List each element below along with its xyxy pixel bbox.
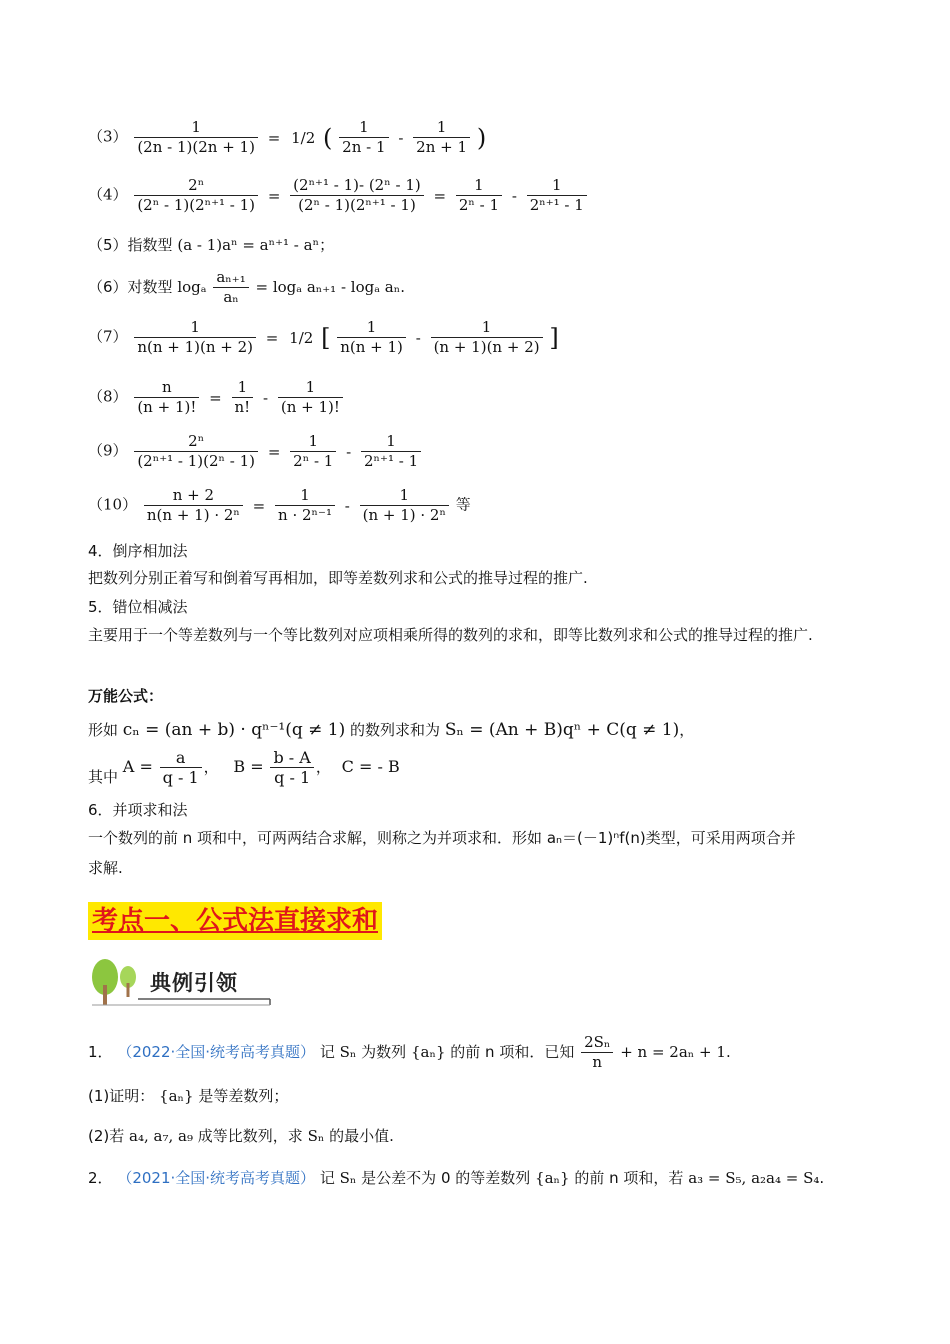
fraction: $\frac{1}{\text{(n + 1) · 2ⁿ}}$: [360, 486, 449, 525]
comma: ，: [203, 758, 219, 776]
math-seq: {aₙ}: [535, 1169, 570, 1187]
item-label: （6）: [88, 278, 128, 296]
text: 形如: [88, 721, 119, 739]
text: 成等比数列，求: [197, 1127, 303, 1145]
formula-item-7: （7） $\frac{1}{n(n + 1)(n + 2)}$ = 1/2 [ $\frac{1}{n(n + 1)}$ - $\frac{1}{(n + 1)(n + 2)}$ ]: [88, 318, 559, 356]
fraction: $\frac{n + 2}{\text{n(n + 1) · 2ⁿ}}$: [144, 486, 243, 525]
fraction: $\frac{1}{n!}$: [232, 378, 254, 417]
fraction: $\frac{1}{\text{2ⁿ - 1}}$: [290, 432, 336, 471]
fraction: $\frac{1}{2n + 1}$: [413, 118, 470, 157]
math-s: Sₙ: [307, 1127, 325, 1145]
problem-number: 2．: [88, 1169, 113, 1187]
problem-2: [88, 1168, 824, 1188]
item-label: （9）: [88, 441, 128, 460]
punctuation: .: [819, 1169, 825, 1187]
item-label: （3）: [88, 127, 128, 146]
fraction: $\frac{\text{(2ⁿ⁺¹ - 1)- (2ⁿ - 1)}}{\text{(2ⁿ - 1)(2ⁿ⁺¹ - 1)}}$: [290, 176, 424, 215]
item-label: （7）: [88, 327, 128, 346]
problem-number: 1．: [88, 1043, 113, 1061]
universal-formula-title: 万能公式：: [88, 687, 164, 705]
formula-s: Sₙ = (An + B)qⁿ + C(q ≠ 1): [444, 720, 680, 740]
fraction: $\frac{1}{n(n + 1)(n + 2)}$: [134, 318, 256, 357]
problem-1-part-2: [88, 1126, 394, 1146]
text: 是等差数列；: [198, 1087, 289, 1105]
formula-item-10: （10） $\frac{n + 2}{\text{n(n + 1) · 2ⁿ}}$ = $\frac{1}{\text{n · 2ⁿ⁻¹}}$ - $\frac{1}{\text{(n + 1) · 2ⁿ}}$ 等: [88, 486, 471, 524]
fraction: $\frac{1}{\text{2ⁿ⁺¹ - 1}}$: [361, 432, 421, 471]
universal-where-line: [88, 748, 400, 787]
problem-1: [88, 1033, 731, 1072]
item-end-text: 等: [455, 495, 471, 514]
math-seq: {aₙ}: [410, 1043, 446, 1061]
comma: ，: [315, 758, 331, 776]
text: 记: [319, 1169, 335, 1187]
punctuation: ；: [319, 236, 335, 254]
item-label: （5）: [88, 236, 128, 254]
math-equation: + n = 2aₙ + 1: [620, 1043, 726, 1061]
text: 的前 n 项和，若: [574, 1169, 684, 1187]
section-4-body: 把数列分别正着写和倒着写再相加，即等差数列求和公式的推导过程的推广.: [88, 569, 588, 587]
section-6-title: 6．并项求和法: [88, 801, 188, 819]
item-text: 指数型: [127, 236, 173, 254]
part-label: (2)若: [88, 1127, 125, 1145]
formula-c-value: C = - B: [341, 757, 400, 776]
section-4-title: 4．倒序相加法: [88, 542, 188, 560]
formula-item-5: [88, 235, 334, 255]
punctuation: .: [400, 278, 405, 296]
problem-source: （2022·全国·统考高考真题）: [117, 1043, 316, 1061]
example-header: [88, 955, 273, 1007]
fraction: $\frac{1}{(n + 1)!}$: [278, 378, 343, 417]
section-6-body-line1: 一个数列的前 n 项和中，可两两结合求解，则称之为并项求和．形如 aₙ＝(－1)ⁿf(n)类型，可采用两项合并: [88, 829, 796, 847]
text: 其中: [88, 768, 119, 786]
text: 的前 n 项和．已知: [450, 1043, 575, 1061]
fraction-a: $\frac{a}{q - 1}$: [160, 748, 202, 787]
fraction: $\frac{\text{2ⁿ}}{\text{(2ⁿ - 1)(2ⁿ⁺¹ - 1)}}$: [134, 176, 258, 215]
text: 的最小值.: [329, 1127, 394, 1145]
formula-item-4: （4） $\frac{\text{2ⁿ}}{\text{(2ⁿ - 1)(2ⁿ⁺¹ - 1)}}$ = $\frac{\text{(2ⁿ⁺¹ - 1)- (2ⁿ - 1)}}{\text{(2ⁿ - 1)(2ⁿ⁺¹ - 1)}}$ = $\frac{1}{\text{2ⁿ - 1}}$ - $\frac{1}{\text{2ⁿ⁺¹ - 1}}$: [88, 176, 589, 215]
fraction: $\frac{1}{2n - 1}$: [339, 118, 388, 157]
item-label: （4）: [88, 185, 128, 204]
text: 为数列: [361, 1043, 407, 1061]
problem-source: （2021·全国·统考高考真题）: [117, 1169, 316, 1187]
equals: =: [267, 128, 281, 147]
math-terms: a₄, a₇, a₉: [129, 1127, 193, 1145]
fraction: $\frac{1}{n(n + 1)}$: [337, 318, 406, 357]
section-6-body-line2: 求解.: [88, 859, 123, 877]
coefficient: 1/2: [289, 328, 314, 347]
text: 的数列求和为: [350, 721, 441, 739]
fraction: $\frac{\text{aₙ₊₁}}{\text{aₙ}}$: [213, 268, 248, 307]
fraction: $\frac{n}{(n + 1)!}$: [134, 378, 199, 417]
coefficient: 1/2: [291, 128, 316, 147]
math-s: Sₙ: [339, 1169, 357, 1187]
fraction: $\frac{\text{2Sₙ}}{n}$: [581, 1033, 613, 1072]
formula-c: cₙ = (an + b) · qⁿ⁻¹(q ≠ 1): [122, 720, 346, 740]
item-label: （8）: [88, 387, 128, 406]
fraction: $\frac{1}{\text{2ⁿ - 1}}$: [456, 176, 502, 215]
section-5-body: 主要用于一个等差数列与一个等比数列对应项相乘所得的数列的求和，即等比数列求和公式的推导过程的推广.: [88, 626, 813, 644]
topic-banner: 考点一、公式法直接求和: [88, 902, 382, 940]
example-header-title: 典例引领: [150, 971, 238, 995]
item-label: （10）: [88, 495, 138, 514]
minus: -: [398, 128, 404, 147]
text: 是公差不为 0 的等差数列: [361, 1169, 531, 1187]
part-label: (1)证明：: [88, 1087, 155, 1105]
formula-item-3: （3） $\frac{1}{(2n - 1)(2n + 1)}$ = 1/2 ( $\frac{1}{2n - 1}$ - $\frac{1}{2n + 1}$ ): [88, 118, 487, 156]
universal-formula-line: [88, 720, 694, 740]
fraction: $\frac{\text{2ⁿ}}{\text{(2ⁿ⁺¹ - 1)(2ⁿ - 1)}}$: [134, 432, 258, 471]
fraction: $\frac{1}{(2n - 1)(2n + 1)}$: [134, 118, 258, 157]
fraction: $\frac{1}{\text{n · 2ⁿ⁻¹}}$: [275, 486, 335, 525]
log-base: logₐ: [177, 278, 207, 296]
section-5-title: 5．错位相减法: [88, 598, 188, 616]
math-seq: {aₙ}: [159, 1087, 194, 1105]
fraction-b: $\frac{b - A}{q - 1}$: [270, 748, 313, 787]
formula-b-lhs: B =: [233, 757, 264, 776]
formula-item-8: （8） $\frac{n}{(n + 1)!}$ = $\frac{1}{n!}$ - $\frac{1}{(n + 1)!}$: [88, 378, 345, 417]
math-condition: a₃ = S₅, a₂a₄ = S₄: [688, 1169, 820, 1187]
fraction: $\frac{1}{(n + 1)(n + 2)}$: [431, 318, 543, 357]
math-s: Sₙ: [339, 1043, 357, 1061]
formula: (a - 1)aⁿ = aⁿ⁺¹ - aⁿ: [177, 236, 320, 254]
formula: = logₐ aₙ₊₁ - logₐ aₙ: [255, 278, 401, 296]
fraction: $\frac{1}{\text{2ⁿ⁺¹ - 1}}$: [527, 176, 587, 215]
text: 记: [319, 1043, 335, 1061]
punctuation: .: [725, 1043, 731, 1061]
formula-a-lhs: A =: [122, 757, 153, 776]
problem-1-part-1: [88, 1086, 288, 1106]
item-text: 对数型: [127, 278, 173, 296]
punctuation: ，: [679, 721, 695, 739]
formula-item-9: （9） $\frac{\text{2ⁿ}}{\text{(2ⁿ⁺¹ - 1)(2ⁿ - 1)}}$ = $\frac{1}{\text{2ⁿ - 1}}$ - $\frac{1}{\text{2ⁿ⁺¹ - 1}}$: [88, 432, 423, 471]
formula-item-6: [88, 268, 405, 307]
